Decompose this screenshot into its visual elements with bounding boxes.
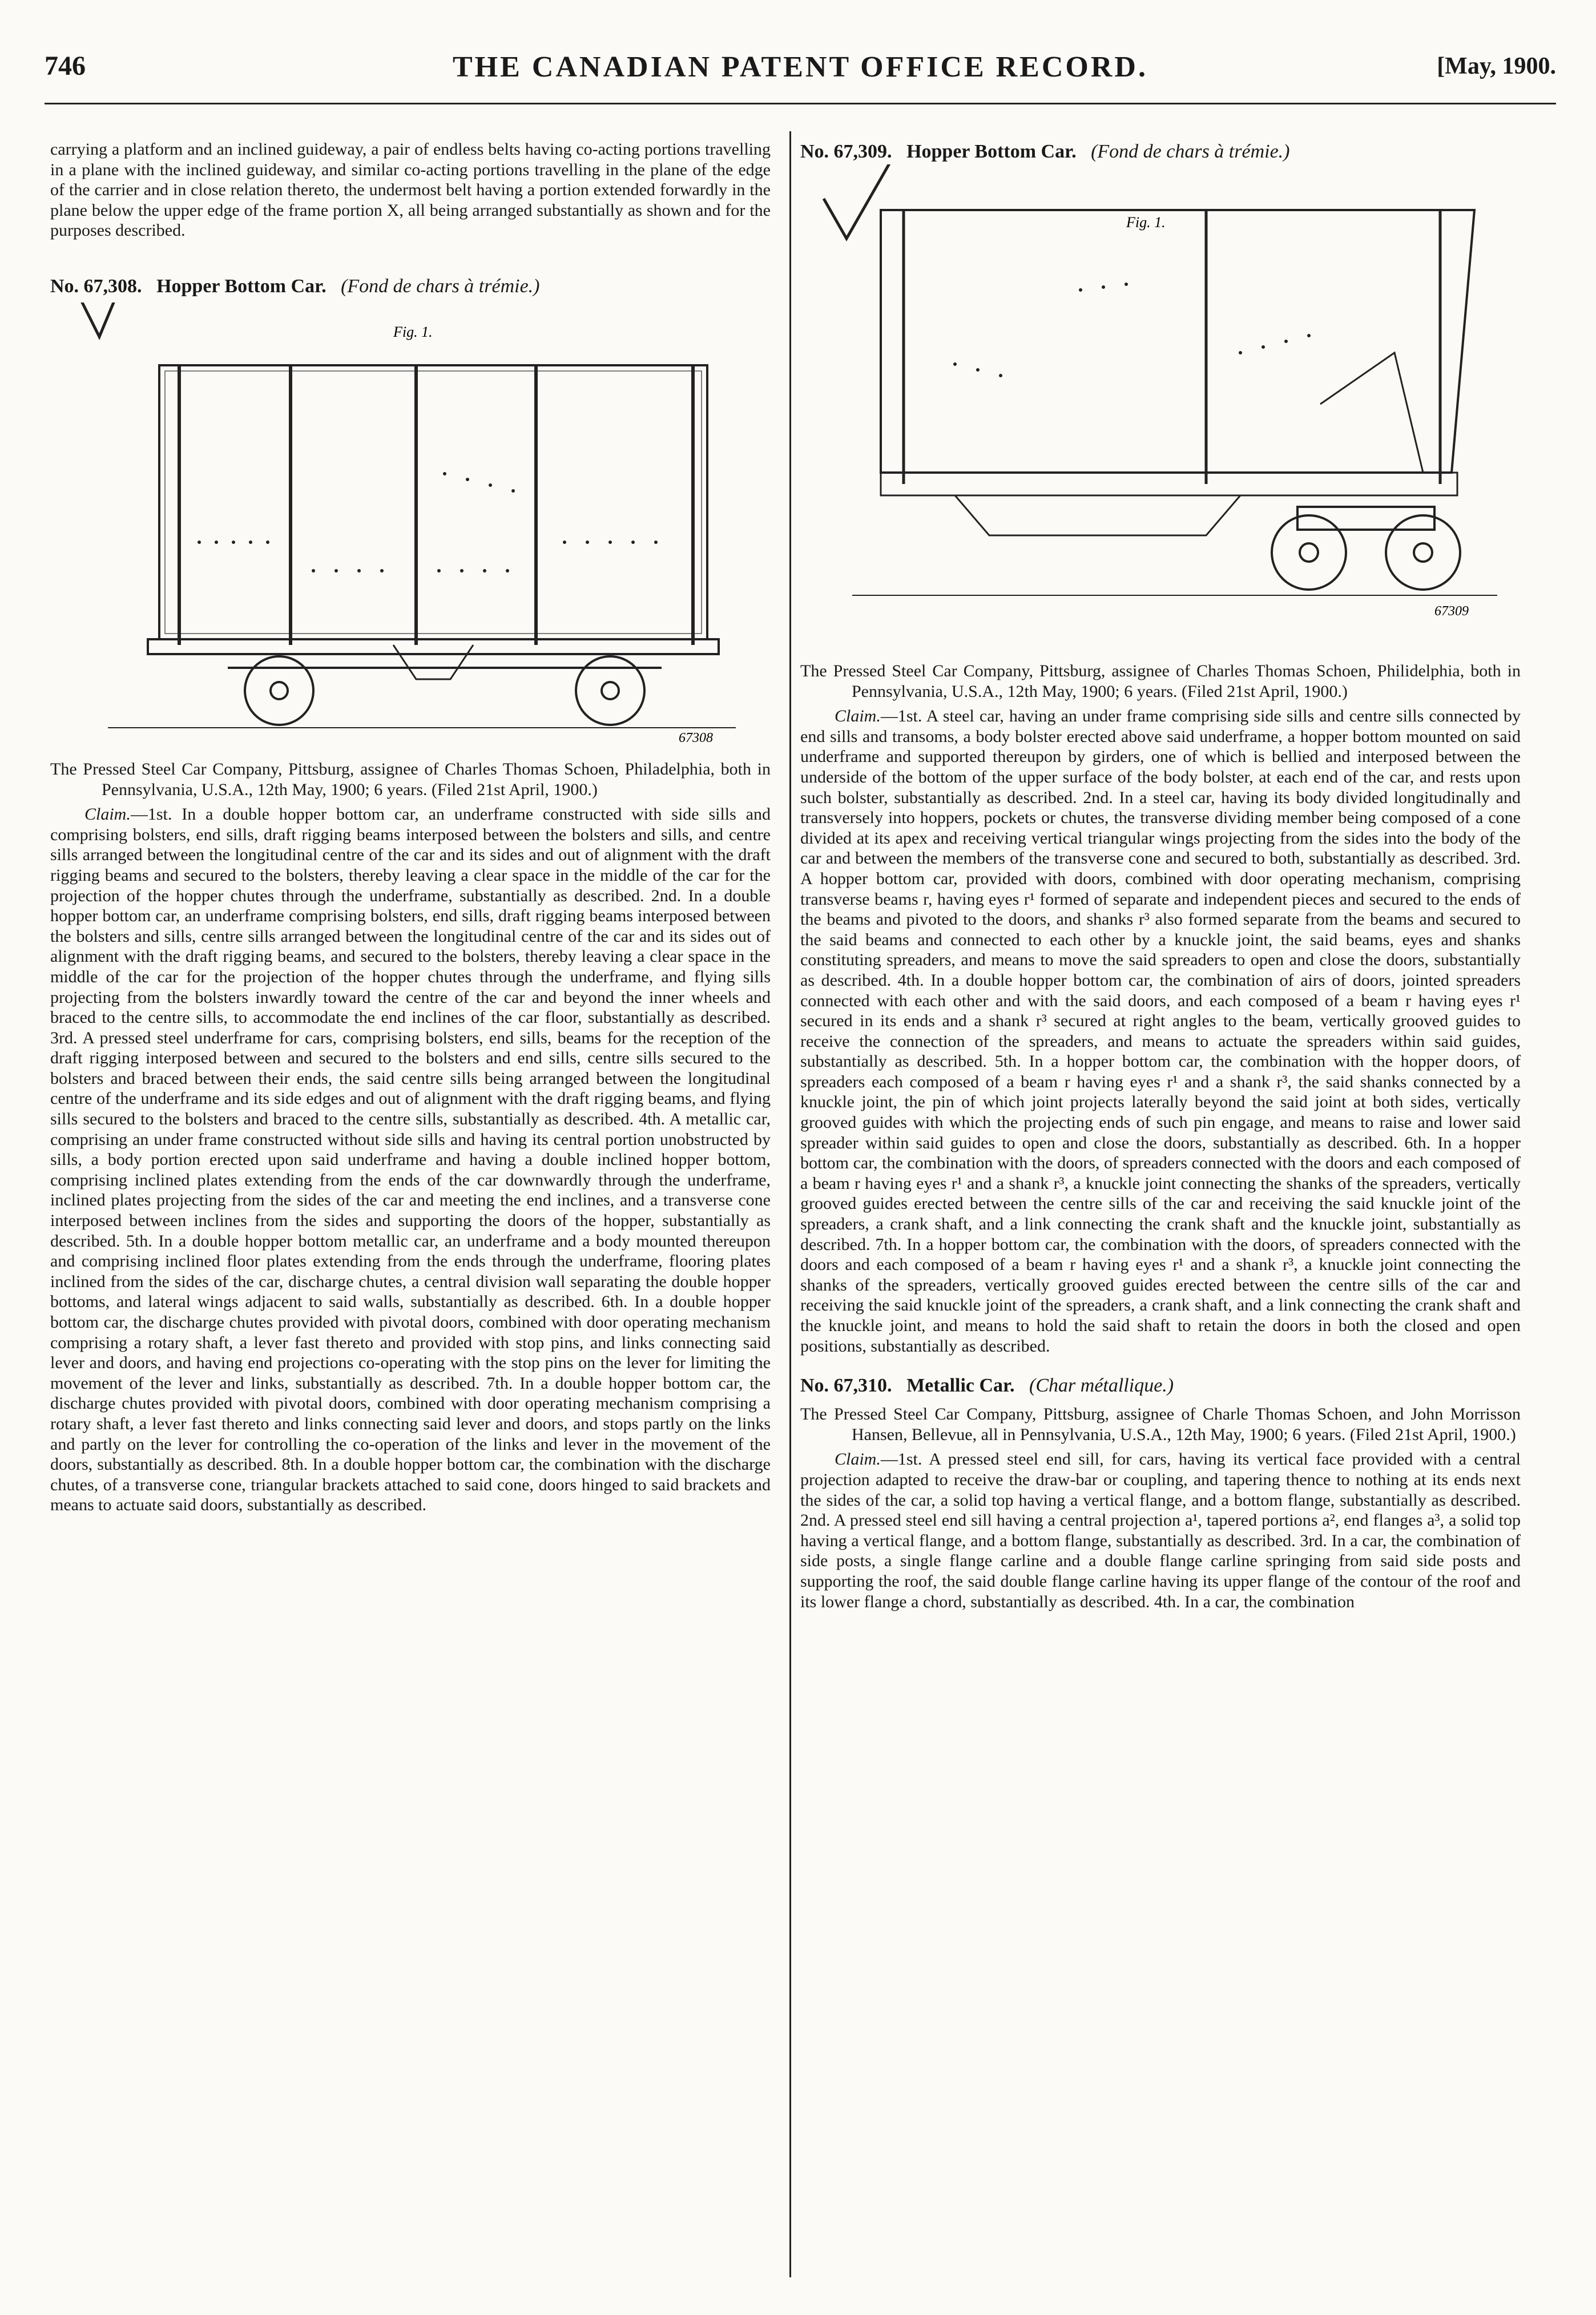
patent-french-title: (Fond de chars à trémie.) [341,275,540,297]
continued-claim-text: carrying a platform and an inclined guideway, a pair of endless belts having co-acting portions travelling in a plane with the inclined guideway, and similar co-acting portions travelling in the plane of the edge of the carrier and in close relation thereto, the undermost belt having a portion extended forwardly in the plane below the upper edge of the frame portion X, all being arranged substantially as shown and for the purposes described. [50,140,771,240]
patent-heading-67310 [800,1373,1521,1398]
hopper-car-drawing [74,303,747,742]
patent-title: Hopper Bottom Car. [156,275,327,297]
publication-title: THE CANADIAN PATENT OFFICE RECORD. [453,51,1148,83]
fig-number: 67309 [1434,604,1469,619]
left-column [50,139,771,1523]
claim-text: —1st. A pressed steel end sill, for cars, having its vertical face provided with a central projection adapted to receive the draw-bar or coupling, and tapering thence to nothing at its ends next the sides of the car, a solid top having a vertical flange, and a bottom flange, substantially as described. 2nd. A pressed steel end sill having a central projection a¹, tapered portions a², end flanges a³, a solid top having a vertical flange, and a bottom flange, substantially as described. 3rd. In a car, the combination of side posts, a single flange carline and a double flange carline springing from said side posts and supporting the roof, the said double flange carline having its upper flange of the contour of the roof and its lower flange a chord, substantially as described. 4th. In a car, the combination [800,1450,1521,1611]
figure-67308 [74,303,747,742]
claim-text: —1st. A steel car, having an under frame comprising side sills and centre sills connected by end sills and transoms, a body bolster erected above said underframe, a hopper bottom mounted on said underframe and supported thereupon by girders, one of which is bellied and interposed between the underside of the bottom of the upper surface of the body bolster, at each end of the car, and rests upon such bolster, substantially as described. 2nd. In a steel car, having its body divided longitudinally and transversely into hoppers, pockets or chutes, the transverse dividing member being composed of a cone divided at its apex and receiving vertical triangular wings projecting from the sides into the body of the car and between the members of the transverse cone and secured to both, substantially as described. 3rd. A hopper bottom car, provided with doors, combined with door operating mechanism, comprising transverse beams r, having eyes r¹ formed of separate and independent pieces and secured to the ends of the beams and pivoted to the doors, and shanks r³ also formed separate from the beams and secured to the said beams and connected to each other by a knuckle joint, the said beams, eyes and shanks constituting spreaders, and means to move the said spreaders to open and close the doors, substantially as described. 4th. In a double hopper bottom car, the combination of airs of doors, jointed spreaders connected with each other and with the said doors, and each composed of a beam r having eyes r¹ secured in its ends and a shank r³ secured at right angles to the beam, vertically grooved guides to receive the connection of the spreaders, and means to actuate the spreaders within said guides, substantially as described. 5th. In a hopper bottom car, the combination with the hopper doors, of spreaders each composed of a beam r having eyes r¹ and a shank r³, the said shanks connected by a knuckle joint, the pin of which joint projects laterally beyond the said joint at both sides, vertically grooved guides with which the projecting ends of such pin engage, and means to raise and lower said spreader within said guides to open and close the doors, substantially as described. 6th. In a hopper bottom car, the combination with the doors, of spreaders connected with the doors and each composed of a beam r having eyes r¹ and a shank r³, a knuckle joint connecting the shanks of the spreaders, vertically grooved guides erected between the centre sills of the car and receiving the said knuckle joint of the spreaders, a crank shaft, and a link connecting the crank shaft and the knuckle joint, substantially as described. 7th. In a hopper bottom car, the combination with the doors, of spreaders connected with the doors and each composed of a beam r having eyes r¹ and a shank r³, a knuckle joint connecting the shanks of the spreaders, vertically grooved guides erected between the centre sills of the car and receiving the said knuckle joint of the spreaders, a crank shaft, and a link connecting the crank shaft and the knuckle joint, and means to hold the said shaft to retain the doors in both the closed and open positions, substantially as described. [800,707,1521,1356]
patent-title: Hopper Bottom Car. [906,141,1077,162]
header-rule [45,103,1556,104]
claims-67309 [800,706,1521,1356]
hopper-car-drawing [807,164,1514,661]
claim-label: Claim. [835,1450,881,1469]
claim-label: Claim. [835,707,881,726]
right-column [800,139,1521,1620]
page-number: 746 [45,51,86,81]
patent-number: No. 67,308. [50,275,142,297]
column-divider [789,131,791,2277]
patent-heading-67309 [800,139,1521,164]
patent-number: No. 67,309. [800,141,892,162]
issue-date: [May, 1900. [1437,53,1556,79]
patent-french-title: (Fond de chars à trémie.) [1091,141,1290,162]
patent-number: No. 67,310. [800,1375,892,1397]
check-mark [79,303,128,337]
claims-67310 [800,1449,1521,1612]
fig-number: 67308 [679,730,713,742]
page-header [45,50,1556,96]
fig-label: Fig. 1. [393,323,433,340]
claims-67308 [50,804,771,1515]
figure-67309 [807,164,1514,661]
patent-french-title: (Char métallique.) [1029,1375,1174,1397]
claim-text: —1st. In a double hopper bottom car, an underframe constructed with side sills and comprising bolsters, end sills, draft rigging beams interposed between the bolsters and sills, and centre sills arranged between the longitudinal centre of the car and its sides and out of alignment with the draft rigging beams and secured to the bolsters, thereby leaving a clear space in the middle of the car for the projection of the hopper chutes through the underframe, substantially as described. 2nd. In a double hopper bottom car, an underframe comprising bolsters, end sills, draft rigging beams interposed between the bolsters and sills, centre sills arranged between the longitudinal centre of the car and its sides out of alignment with the draft rigging beams, and secured to the bolsters, thereby leaving a clear space in the middle of the car for the projection of the hopper chutes through the underframe, and flying sills projecting from the bolsters inwardly toward the centre of the car and beyond the inner wheels and braced to the centre sills, to accommodate the end inclines of the car floor, substantially as described. 3rd. A pressed steel underframe for cars, comprising bolsters, end sills, beams for the reception of the draft rigging interposed between and secured to the bolsters and end sills, centre sills secured to the bolsters and braced between their ends, the said centre sills being arranged between the longitudinal centre of the underframe and its side edges and out of alignment with the draft rigging beams, and flying sills secured to the bolsters and braced to the centre sills, substantially as described. 4th. A metallic car, comprising an under frame constructed without side sills and having its central portion unobstructed by sills, a body portion erected upon said underframe and having a double inclined hopper bottom, comprising inclined plates extending from the ends of the car downwardly through the underframe, inclined plates projecting from the sides of the car and meeting the end inclines, and a transverse cone interposed between inclines from the sides and supporting the doors of the hopper, substantially as described. 5th. In a double hopper bottom metallic car, an underframe and a body mounted thereupon and comprising inclined floor plates extending from the ends through the underframe, flooring plates inclined from the sides of the car, discharge chutes, a central division wall separating the double hopper bottoms, and lateral wings adjacent to said walls, substantially as described. 6th. In a double hopper bottom car, the discharge chutes provided with pivotal doors, combined with door operating mechanism comprising a rotary shaft, a lever fast thereto and provided with stop pins, and links connecting said lever and doors, and having end projections co-operating with the stop pins on the lever for limiting the movement of the lever and links, substantially as described. 7th. In a double hopper bottom car, the discharge chutes provided with pivotal doors, combined with door operating mechanism comprising a rotary shaft, a lever fast thereto and links connecting said lever and doors, and stops partly on the links and partly on the lever for controlling the co-operation of the links and lever in the movement of the doors, substantially as described. 8th. In a double hopper bottom car, the combination with the discharge chutes, of a transverse cone, triangular brackets attached to said cone, doors hinged to said brackets and means to actuate said doors, substantially as described. [50,805,771,1515]
assignee-67310: The Pressed Steel Car Company, Pittsburg, assignee of Charle Thomas Schoen, and John Morrisson Hansen, Bellevue, all in Pennsylvania, U.S.A., 12th May, 1900; 6 years. (Filed 21st April, 1900.) [800,1405,1521,1444]
assignee-67308: The Pressed Steel Car Company, Pittsburg, assignee of Charles Thomas Schoen, Philadelphia, both in Pennsylvania, U.S.A., 12th May, 1900; 6 years. (Filed 21st April, 1900.) [50,759,771,799]
patent-title: Metallic Car. [906,1375,1015,1397]
patent-heading-67308 [50,274,771,299]
assignee-67309: The Pressed Steel Car Company, Pittsburg, assignee of Charles Thomas Schoen, Philidelphia, both in Pennsylvania, U.S.A., 12th May, 1900; 6 years. (Filed 21st April, 1900.) [800,662,1521,701]
fig-label: Fig. 1. [1126,214,1166,231]
claim-label: Claim. [84,805,131,824]
